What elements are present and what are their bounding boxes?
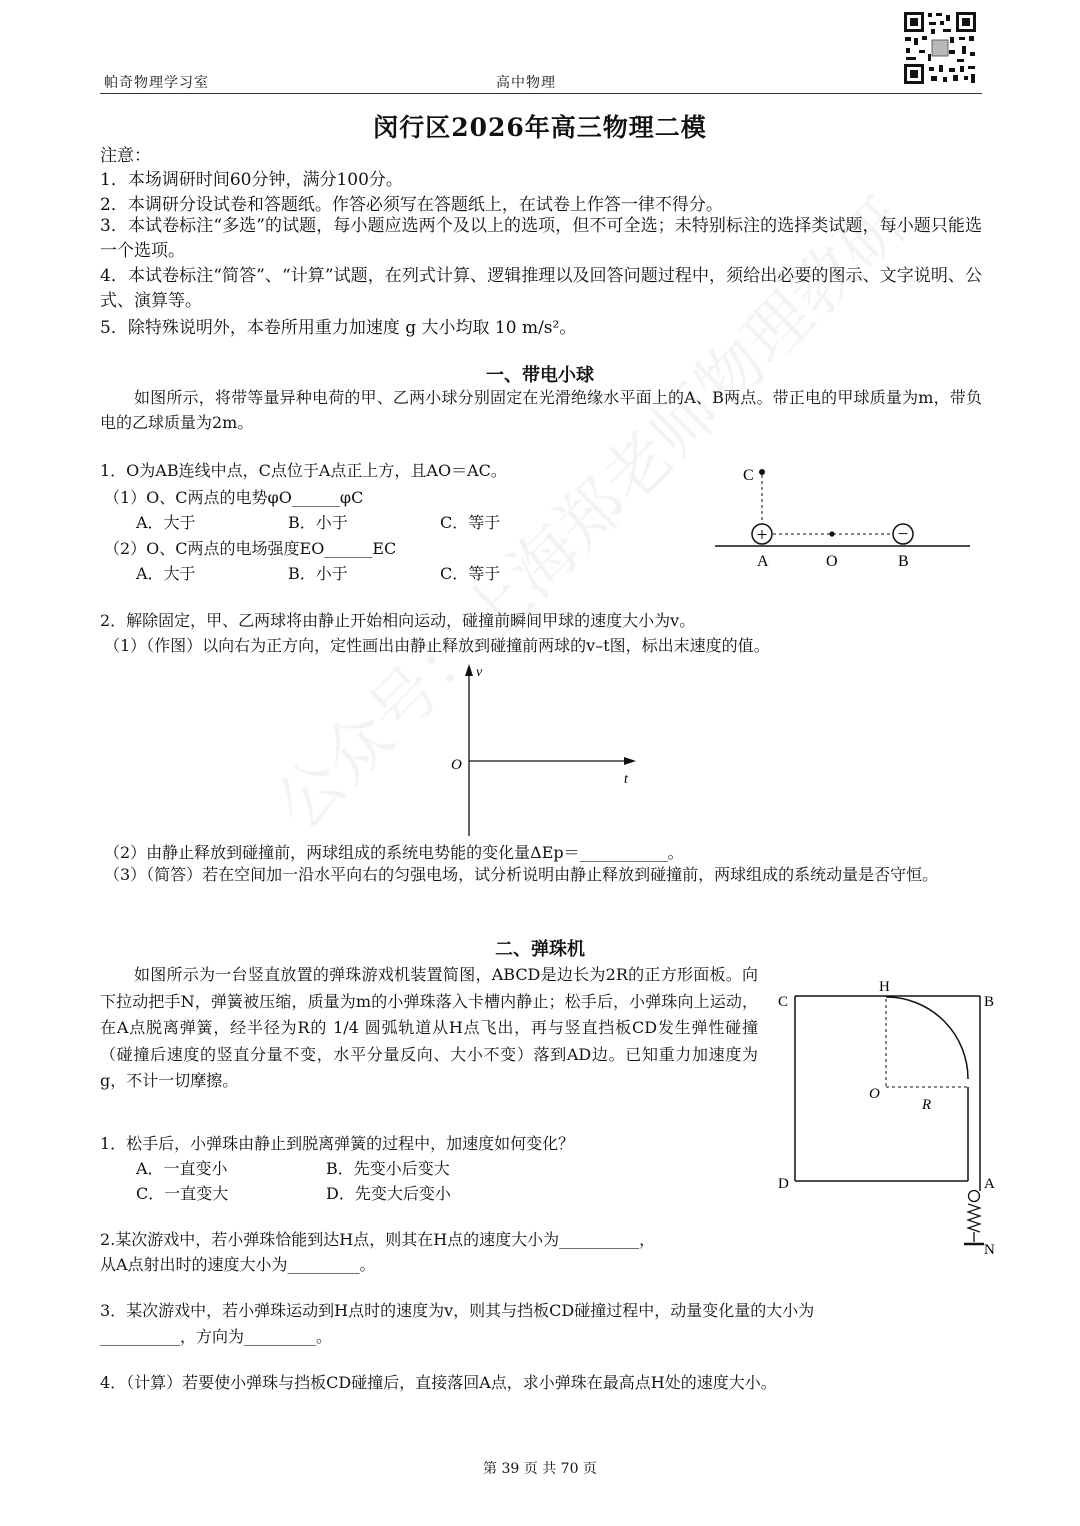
section2-heading: 二、弹珠机 (495, 939, 585, 960)
label-d: D (778, 1176, 789, 1192)
s1-q1-sub1-option-a: A．大于 (136, 513, 196, 532)
s1-q1-sub2-option-a: A．大于 (136, 564, 196, 583)
s2-q1-stem: 1．松手后，小弹珠由静止到脱离弹簧的过程中，加速度如何变化？ (100, 1134, 575, 1153)
quarter-arc-track (886, 997, 968, 1079)
s1-q1-sub2-option-c: C．等于 (440, 564, 501, 583)
notice-item-1: 1．本场调研时间60分钟，满分100分。 (100, 170, 403, 190)
s2-q1-option-b: B．先变小后变大 (326, 1159, 450, 1178)
s2-q3-line1: 3．某次游戏中，若小弹珠运动到H点时的速度为v，则其与挡板CD碰撞过程中，动量变化量的大小为 (100, 1301, 815, 1320)
s2-q2-line1: 2.某次游戏中，若小弹珠恰能到达H点，则其在H点的速度大小为__________， (100, 1230, 656, 1249)
s1-q2-stem: 2．解除固定，甲、乙两球将由静止开始相向运动，碰撞前瞬间甲球的速度大小为v。 (100, 611, 696, 630)
page-title: 闵行区2026年高三物理二模 (373, 113, 707, 142)
section2-intro: 如图所示为一台竖直放置的弹珠游戏机装置简图，ABCD是边长为2R的正方形面板。向下拉动把手N，弹簧被压缩，质量为m的小弹珠落入卡槽内静止；松手后，小弹珠向上运动，在A点脱离弹簧，经半径为R的 1/4 圆弧轨道从H点飞出，再与竖直挡板CD发生弹性碰撞（碰撞后速度的竖直分量不变，水平分量反向、大小不变）落到AD边。已知重力加速度为g，不计一切摩擦。 (100, 965, 758, 1090)
label-o: O (869, 1086, 880, 1102)
charges-figure (700, 455, 980, 580)
v-axis-label: v (476, 665, 483, 680)
header-rule (100, 93, 982, 94)
s1-q1-sub1-option-b: B．小于 (288, 513, 348, 532)
origin-label: O (451, 757, 462, 773)
s2-q1-option-c: C．一直变大 (136, 1184, 229, 1203)
s1-q1-sub2: （2）O、C两点的电场强度EO______EC (104, 539, 397, 558)
label-h: H (879, 979, 890, 995)
point-c (759, 469, 765, 475)
s1-q2-sub2: （2）由静止释放到碰撞前，两球组成的系统电势能的变化量ΔEp＝___________。 (104, 843, 684, 862)
s1-q1-sub1: （1）O、C两点的电势φO______φC (104, 488, 364, 507)
label-c: C (778, 994, 789, 1010)
s1-q2-sub3: （3）（简答）若在空间加一沿水平向右的匀强电场，试分析说明由静止释放到碰撞前，两球组成的系统动量是否守恒。 (104, 865, 939, 884)
label-n: N (984, 1242, 995, 1258)
label-b: B (984, 994, 995, 1010)
spring (968, 1204, 980, 1232)
pinball-figure (772, 972, 1002, 1262)
header-center: 高中物理 (496, 75, 556, 91)
t-axis-label: t (624, 772, 628, 787)
label-r: R (922, 1097, 932, 1113)
label-a: A (984, 1176, 995, 1192)
s2-q3-line2: __________，方向为_________。 (100, 1327, 333, 1346)
qr-code-image (902, 10, 978, 86)
header-left: 帕奇物理学习室 (104, 75, 209, 91)
s2-q1-option-d: D．先变大后变小 (326, 1184, 451, 1203)
s1-q1-stem: 1．O为AB连线中点，C点位于A点正上方，且AO＝AC。 (100, 461, 507, 480)
pinball-ball (969, 1191, 980, 1202)
section1-heading: 一、带电小球 (486, 365, 594, 386)
notice-item-5: 5．除特殊说明外，本卷所用重力加速度 g 大小均取 10 m/s²。 (100, 318, 577, 338)
label-o: O (826, 553, 838, 570)
s1-q2-sub1: （1）（作图）以向右为正方向，定性画出由静止释放到碰撞前两球的v–t图，标出末速度的值。 (104, 636, 770, 655)
page-footer: 第 39 页 共 70 页 (483, 1461, 597, 1477)
s2-q2-line2: 从A点射出时的速度大小为_________。 (100, 1255, 376, 1274)
plus-sign: + (756, 525, 768, 546)
notice-item-3: 3．本试卷标注“多选”的试题，每小题应选两个及以上的选项，但不可全选；未特别标注的选择类试题，每小题只能选一个选项。 (100, 216, 982, 261)
label-a: A (757, 553, 769, 570)
section1-intro: 如图所示，将带等量异种电荷的甲、乙两小球分别固定在光滑绝缘水平面上的A、B两点。带正电的甲球质量为m，带负电的乙球质量为2m。 (100, 388, 982, 432)
notice-item-2: 2．本调研分设试卷和答题纸。作答必须写在答题纸上，在试卷上作答一律不得分。 (100, 195, 723, 215)
t-axis-arrow (624, 757, 636, 765)
s2-q4: 4．（计算）若要使小弹珠与挡板CD碰撞后，直接落回A点，求小弹珠在最高点H处的速度大小。 (100, 1373, 777, 1392)
notice-item-4: 4．本试卷标注“简答”、“计算”试题，在列式计算、逻辑推理以及回答问题过程中，须给出必要的图示、文字说明、公式、演算等。 (100, 266, 982, 311)
label-b: B (898, 553, 909, 570)
s1-q1-sub2-option-b: B．小于 (288, 564, 348, 583)
s1-q1-sub1-option-c: C．等于 (440, 513, 501, 532)
notice-heading: 注意： (100, 146, 151, 166)
s2-q1-option-a: A．一直变小 (136, 1159, 228, 1178)
label-c: C (743, 467, 754, 484)
minus-sign: − (897, 524, 909, 545)
point-o (829, 531, 834, 536)
